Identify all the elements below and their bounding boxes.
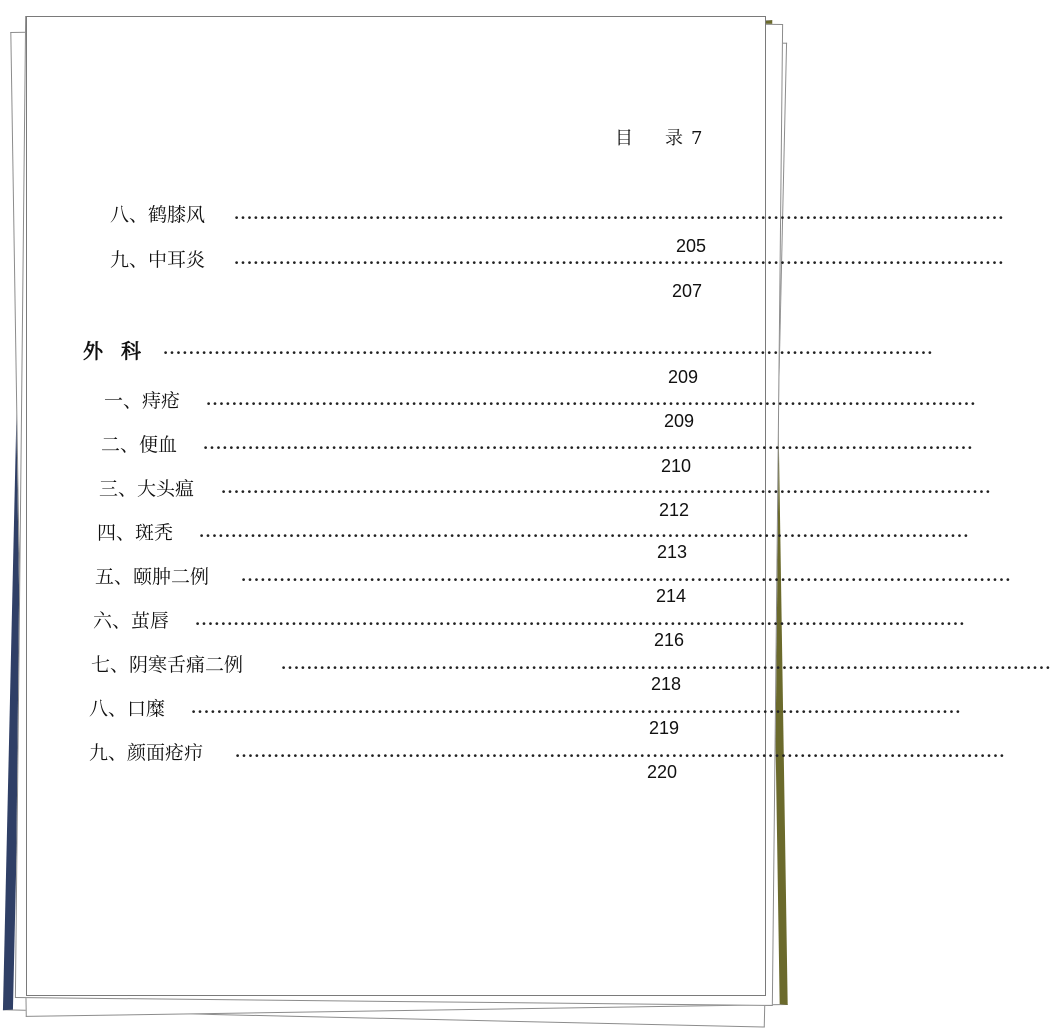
toc-entry-page: 210 [661,456,692,476]
toc-entry-title: 八、鹤膝风 [110,204,206,226]
leader-dots: ························································································································ [206,395,977,413]
toc-entry-page: 207 [672,281,703,301]
toc-entry-title: 四、斑秃 [97,522,174,544]
toc-entry-title: 三、大头瘟 [99,478,195,500]
toc-entry [101,430,974,476]
leader-dots: ························································································································ [234,209,1005,227]
toc-entry-title: 二、便血 [101,434,178,456]
toc-entry-page: 214 [656,586,687,606]
toc-entry [97,518,970,564]
toc-entry [110,245,1005,301]
leader-dots: ························································································································ [203,439,974,457]
toc-entry-title: 五、颐肿二例 [95,566,210,588]
toc-entry [89,694,962,740]
header-label-mu: 目 [615,128,633,149]
toc-entry-title: 六、茧唇 [93,610,170,632]
toc-entry [95,562,1012,608]
toc-entry-title: 九、颜面疮疖 [89,742,204,764]
toc-entry [99,474,992,520]
toc-entry-page: 212 [659,500,690,520]
running-header [615,124,702,150]
page-number: 7 [691,128,703,149]
toc-entry [91,650,1052,696]
toc-entry-page: 216 [654,630,685,650]
toc-entry-page: 209 [664,411,695,431]
toc-entry [104,386,977,432]
leader-dots: ························································································································ [199,527,970,545]
toc-entry-page: 205 [676,236,707,256]
toc-entry-page: 213 [657,542,688,562]
leader-dots: ························································································································ [234,254,1005,272]
toc-entry-page: 219 [649,718,680,738]
toc-entry-page: 220 [647,762,678,782]
leader-dots: ························································································································ [163,344,934,362]
toc-page [26,16,1052,996]
toc-entry-title: 八、口糜 [89,698,166,720]
leader-dots: ························································································································ [221,483,992,501]
leader-dots: ························································································································ [191,703,962,721]
toc-entry-title: 九、中耳炎 [110,249,206,271]
toc-entry-page: 218 [651,674,682,694]
section-heading [83,335,934,387]
leader-dots: ························································································································ [195,615,966,633]
toc-entry [89,738,1006,784]
section-page: 209 [668,367,699,387]
section-title [83,335,141,364]
leader-dots: ························································································································ [241,571,1012,589]
toc-entry-title: 七、阴寒舌痛二例 [91,654,244,676]
leader-dots: ························································································································ [235,747,1006,765]
section-title-part2: 科 [121,339,141,363]
toc-entry [93,606,966,652]
section-title-part1: 外 [83,339,103,363]
header-label-lu: 录 [665,128,683,149]
leader-dots: ························································································································ [281,659,1052,677]
toc-entry [110,200,1005,256]
toc-entry-title: 一、痔疮 [104,390,181,412]
